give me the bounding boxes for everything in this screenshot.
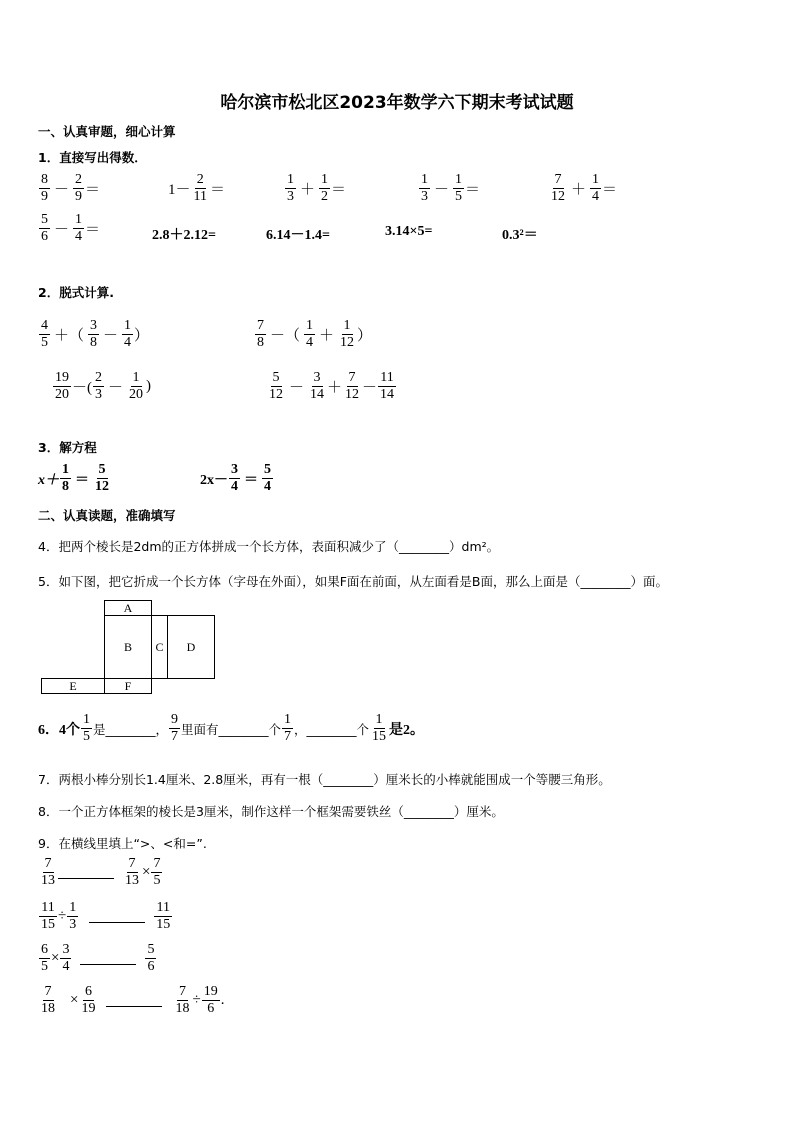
q1-expr-2: 1－ $\frac{2}{11}$ ＝ (168, 172, 226, 204)
section-1-heading: 一、认真审题，细心计算 (38, 124, 176, 139)
q3-equation-2: 2x－ $\frac{3}{4}$ ＝ $\frac{5}{4}$ (200, 462, 271, 494)
q7-text: 7．两根小棒分别长1.4厘米、2.8厘米，再有一根（________）厘米长的小棒就能围成一个等腰三角形。 (38, 772, 611, 787)
net-face-d: D (167, 615, 215, 679)
q2-expr-1: $\frac{4}{5}$ ＋（ $\frac{3}{8}$ － $\frac{1}{4}$ ） (41, 318, 150, 350)
q1-expr-6: $\frac{5}{6}$ － $\frac{1}{4}$ ＝ (41, 212, 101, 244)
net-face-c: C (151, 615, 168, 679)
net-face-f: F (104, 678, 152, 694)
q9-row-3: $\frac{6}{5}$ × $\frac{3}{4}$ $\frac{5}{6}$ (41, 942, 155, 974)
q1-expr-4: $\frac{1}{3}$ － $\frac{1}{5}$ ＝ (421, 172, 481, 204)
q9-blank-1[interactable] (58, 866, 114, 879)
q2-expr-2: $\frac{7}{8}$ －（ $\frac{1}{4}$ ＋ $\frac{1}{12}$ ） (257, 318, 373, 350)
q9-row-1: $\frac{7}{13}$ $\frac{7}{13}$ × $\frac{7}{5}$ (41, 856, 161, 888)
q5-text: 5．如下图，把它折成一个长方体（字母在外面），如果F面在前面，从左面看是B面，那么上面是（________）面。 (38, 574, 668, 589)
q1-expr-1: $\frac{8}{9}$ － $\frac{2}{9}$ ＝ (41, 172, 101, 204)
q2-expr-3: $\frac{19}{20}$ －( $\frac{2}{3}$ － $\frac{1}{20}$ ) (55, 370, 152, 402)
q3-label: 3．解方程 (38, 440, 97, 455)
q1-expr-10: 0.3²＝ (502, 228, 538, 243)
q9-blank-3[interactable] (80, 952, 136, 965)
q8-text: 8．一个正方体框架的棱长是3厘米，制作这样一个框架需要铁丝（________）厘米。 (38, 804, 504, 819)
q1-label: 1．直接写出得数． (38, 150, 147, 165)
net-face-a: A (104, 600, 152, 616)
q1-expr-5: $\frac{7}{12}$ ＋ $\frac{1}{4}$ ＝ (551, 172, 618, 204)
q9-label: 9．在横线里填上“>、<和=”. (38, 836, 207, 851)
q2-expr-4: $\frac{5}{12}$ － $\frac{3}{14}$ ＋ $\frac{7}{12}$ － $\frac{11}{14}$ (269, 370, 395, 402)
q1-expr-8: 6.14－1.4= (266, 228, 330, 243)
q1-expr-7: 2.8＋2.12= (152, 228, 216, 243)
q4-text: 4．把两个棱长是2dm的正方体拼成一个长方体，表面积减少了（________）dm²。 (38, 539, 500, 554)
page-title: 哈尔滨市松北区2023年数学六下期末考试试题 (220, 93, 574, 113)
q6-text: 6．4个 $\frac{1}{5}$ 是________， $\frac{9}{7}$ 里面有________个 $\frac{1}{7}$ ，________个 $\frac{1}{15}$ 是2。 (38, 712, 425, 744)
q9-row-4: $\frac{7}{18}$ × $\frac{6}{19}$ $\frac{7}{18}$ ÷ $\frac{19}{6}$ . (41, 984, 225, 1016)
section-2-heading: 二、认真读题，准确填写 (38, 508, 176, 523)
net-face-e: E (41, 678, 105, 694)
q1-expr-9: 3.14×5= (385, 224, 433, 239)
q3-equation-1: x＋ $\frac{1}{8}$ ＝ $\frac{5}{12}$ (38, 462, 109, 494)
net-face-b: B (104, 615, 152, 679)
q9-row-2: $\frac{11}{15}$ ÷ $\frac{1}{3}$ $\frac{11}{15}$ (41, 900, 171, 932)
q9-blank-4[interactable] (106, 994, 162, 1007)
q9-blank-2[interactable] (89, 910, 145, 923)
q1-expr-3: $\frac{1}{3}$ ＋ $\frac{1}{2}$ ＝ (287, 172, 347, 204)
q2-label: 2．脱式计算. (38, 285, 114, 300)
